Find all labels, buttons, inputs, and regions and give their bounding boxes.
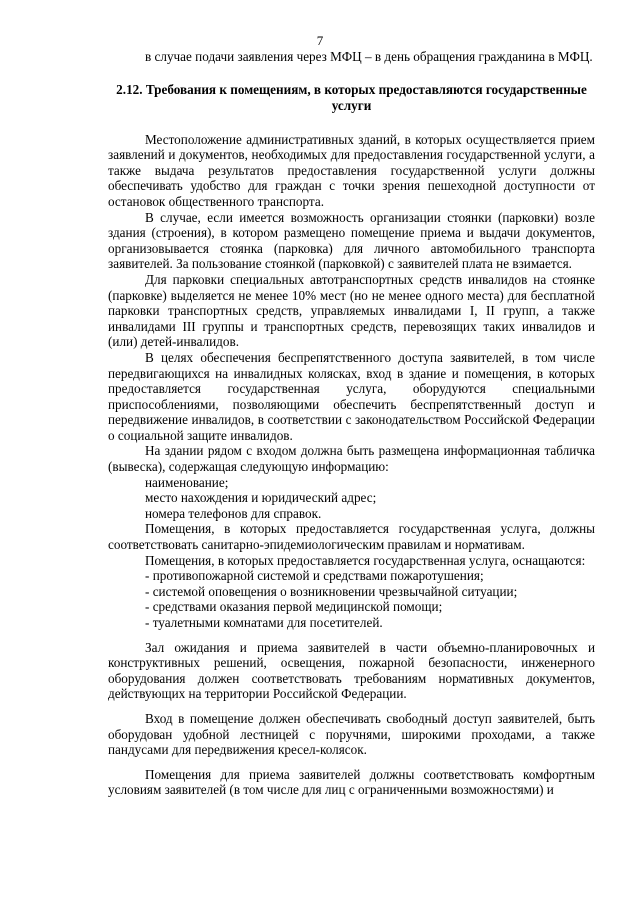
page-number: 7 [316, 33, 324, 48]
paragraph-entrance: Вход в помещение должен обеспечивать свободный доступ заявителей, быть оборудован удобной лестницей с поручнями, широкими проходами, а также пандусами для передвижения кресел-колясок. [108, 710, 595, 758]
paragraph-parking: В случае, если имеется возможность организации стоянки (парковки) возле здания (строения), в котором размещено помещение приема и выдачи документов, организовывается стоянка (парковка) для личного автомобильного транспорта заявителей. За пользование стоянкой (парковкой) с заявителей плата не взимается. [108, 209, 595, 272]
list-item: номера телефонов для справок. [145, 505, 322, 521]
paragraph-location: Местоположение административных зданий, в которых осуществляется прием заявлений и документов, необходимых для предоставления государственной услуги, а также выдача результатов предоставления государственной услуги должны обеспечивать удобство для граждан с точки зрения пешеходной доступности от остановок общественного транспорта. [108, 131, 595, 209]
paragraph-signboard: На здании рядом с входом должна быть размещена информационная табличка (вывеска), содержащая следующую информацию: [108, 443, 595, 475]
section-title: 2.12. Требования к помещениям, в которых предоставляются государственные услуги [116, 81, 587, 113]
paragraph-sanitary: Помещения, в которых предоставляется государственная услуга, должны соответствовать санитарно-эпидемиологическим правилам и нормативам. [108, 521, 595, 553]
list-item: наименование; [145, 474, 229, 490]
paragraph-equipment: Помещения, в которых предоставляется государственная услуга, оснащаются: [145, 552, 586, 568]
list-item: - средствами оказания первой медицинской помощи; [145, 599, 443, 615]
document-body [108, 49, 595, 798]
intro-paragraph: в случае подачи заявления через МФЦ – в день обращения гражданина в МФЦ. [145, 49, 593, 64]
list-item: место нахождения и юридический адрес; [145, 490, 377, 506]
paragraph-accessibility: В целях обеспечения беспрепятственного доступа заявителей, в том числе передвигающихся на инвалидных колясках, вход в здание и помещения, в которых предоставляется государственная услуга, оборудуются специальными приспособлениями, позволяющими обеспечить беспрепятственный доступ и передвижение инвалидов, в соответствии с законодательством Российской Федерации о социальной защите инвалидов. [108, 349, 595, 443]
paragraph-waiting-hall: Зал ожидания и приема заявителей в части объемно-планировочных и конструктивных решений, освещения, пожарной безопасности, инженерного оборудования должен соответствовать требованиям нормативных документов, действующих на территории Российской Федерации. [108, 639, 595, 702]
list-item: - туалетными комнатами для посетителей. [145, 615, 383, 630]
list-item: - системой оповещения о возникновении чрезвычайной ситуации; [145, 583, 518, 599]
list-item: - противопожарной системой и средствами пожаротушения; [145, 568, 484, 584]
paragraph-disabled-parking: Для парковки специальных автотранспортных средств инвалидов на стоянке (парковке) выделяется не менее 10% мест (но не менее одного места) для бесплатной парковки транспортных средств, управляемых инвалидами I, II групп, а также инвалидами III группы и транспортных средств, перевозящих таких инвалидов и (или) детей-инвалидов. [108, 271, 595, 350]
paragraph-reception-rooms: Помещения для приема заявителей должны соответствовать комфортным условиям заявителей (в том числе для лиц с ограниченными возможностями) и [108, 766, 595, 798]
